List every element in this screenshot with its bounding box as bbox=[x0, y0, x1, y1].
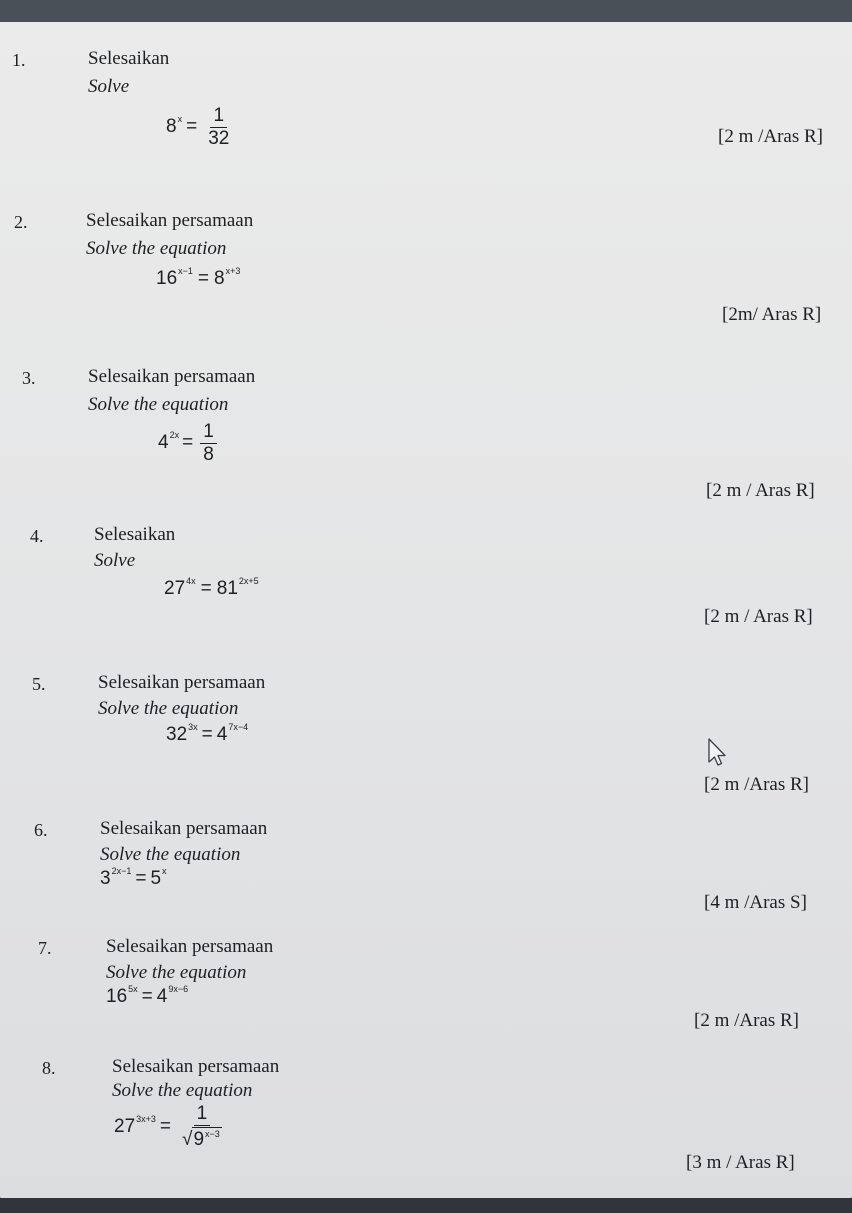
fraction bbox=[179, 1104, 225, 1150]
equals-sign: = bbox=[159, 1115, 172, 1137]
exponent: x−1 bbox=[178, 266, 193, 276]
base: 8 bbox=[166, 116, 177, 138]
equals-sign: = bbox=[200, 578, 212, 599]
radicand bbox=[192, 1127, 221, 1149]
exponent: 2x+5 bbox=[238, 576, 259, 586]
base: 32 bbox=[166, 724, 188, 745]
equals-sign: = bbox=[182, 432, 194, 454]
question-number: 8. bbox=[42, 1058, 56, 1078]
equation bbox=[156, 268, 240, 290]
question-number: 7. bbox=[38, 938, 52, 958]
question-number: 5. bbox=[32, 674, 46, 694]
exponent: x bbox=[177, 114, 183, 125]
marks-label: [3 m / Aras R] bbox=[686, 1152, 795, 1173]
numerator: 1 bbox=[194, 1104, 211, 1126]
instruction-malay: Selesaikan bbox=[88, 48, 170, 69]
instruction-english: Solve the equation bbox=[100, 844, 241, 865]
base: 9 bbox=[193, 1128, 205, 1150]
marks-label: [2 m /Aras R] bbox=[718, 126, 824, 147]
marks-label: [2 m / Aras R] bbox=[706, 480, 815, 501]
numerator: 1 bbox=[210, 106, 227, 128]
exponent: x−3 bbox=[205, 1128, 220, 1139]
base: 16 bbox=[106, 986, 128, 1007]
exponent: 5x bbox=[128, 984, 138, 994]
marks-label: [2m/ Aras R] bbox=[722, 304, 822, 325]
fraction bbox=[205, 106, 232, 149]
equation bbox=[114, 1104, 225, 1150]
base: 4 bbox=[156, 986, 168, 1007]
question-number: 3. bbox=[22, 368, 36, 388]
instruction-english: Solve the equation bbox=[86, 238, 227, 259]
exponent: 7x−4 bbox=[228, 722, 249, 732]
equals-sign: = bbox=[135, 868, 147, 889]
base: 27 bbox=[164, 578, 186, 599]
exponent: 3x+3 bbox=[136, 1113, 156, 1124]
exponent: 9x−6 bbox=[168, 984, 189, 994]
equation bbox=[166, 106, 232, 149]
instruction-malay: Selesaikan bbox=[94, 524, 176, 545]
exponent: x+3 bbox=[225, 266, 241, 276]
equation bbox=[164, 578, 259, 600]
denominator: 32 bbox=[208, 127, 230, 149]
worksheet-page bbox=[0, 22, 852, 1200]
question-number: 2. bbox=[14, 212, 28, 232]
instruction-malay: Selesaikan persamaan bbox=[98, 672, 266, 693]
base: 27 bbox=[114, 1115, 136, 1137]
numerator: 1 bbox=[200, 422, 217, 444]
base: 16 bbox=[156, 268, 178, 289]
equation bbox=[158, 422, 217, 465]
base: 8 bbox=[214, 268, 225, 289]
instruction-english: Solve bbox=[88, 76, 130, 97]
screen-bottom-edge bbox=[0, 1198, 852, 1213]
exponent: x bbox=[162, 866, 167, 876]
question-number: 1. bbox=[12, 50, 26, 70]
base: 3 bbox=[100, 868, 111, 889]
exponent: 4x bbox=[186, 576, 196, 586]
equals-sign: = bbox=[201, 724, 213, 745]
denominator: 8 bbox=[203, 443, 214, 465]
base: 5 bbox=[150, 868, 162, 889]
base: 4 bbox=[158, 432, 169, 454]
instruction-malay: Selesaikan persamaan bbox=[86, 210, 254, 231]
instruction-english: Solve bbox=[94, 550, 136, 571]
base: 4 bbox=[216, 724, 228, 745]
fraction bbox=[200, 422, 217, 465]
exponent: 3x bbox=[188, 722, 198, 732]
equation bbox=[106, 986, 188, 1008]
marks-label: [2 m /Aras R] bbox=[694, 1010, 800, 1031]
radical-sign: √ bbox=[182, 1128, 193, 1150]
marks-label: [2 m / Aras R] bbox=[704, 606, 813, 627]
instruction-malay: Selesaikan persamaan bbox=[106, 936, 274, 957]
question-number: 6. bbox=[34, 820, 48, 840]
instruction-malay: Selesaikan persamaan bbox=[112, 1056, 280, 1077]
equation bbox=[166, 724, 248, 746]
denominator bbox=[179, 1126, 225, 1150]
instruction-english: Solve the equation bbox=[98, 698, 239, 719]
marks-label: [2 m /Aras R] bbox=[704, 774, 810, 795]
equals-sign: = bbox=[197, 268, 210, 289]
equals-sign: = bbox=[141, 986, 153, 1007]
base: 81 bbox=[216, 578, 238, 599]
equation bbox=[100, 868, 167, 890]
equals-sign: = bbox=[186, 116, 198, 138]
exponent: 2x bbox=[169, 430, 180, 441]
instruction-malay: Selesaikan persamaan bbox=[88, 366, 256, 387]
instruction-english: Solve the equation bbox=[88, 394, 229, 415]
question-number: 4. bbox=[30, 526, 44, 546]
square-root bbox=[182, 1127, 222, 1149]
marks-label: [4 m /Aras S] bbox=[704, 892, 807, 913]
mouse-pointer-icon bbox=[707, 738, 727, 768]
instruction-english: Solve the equation bbox=[106, 962, 247, 983]
exponent: 2x−1 bbox=[111, 866, 132, 876]
instruction-malay: Selesaikan persamaan bbox=[100, 818, 268, 839]
instruction-english: Solve the equation bbox=[112, 1080, 253, 1101]
